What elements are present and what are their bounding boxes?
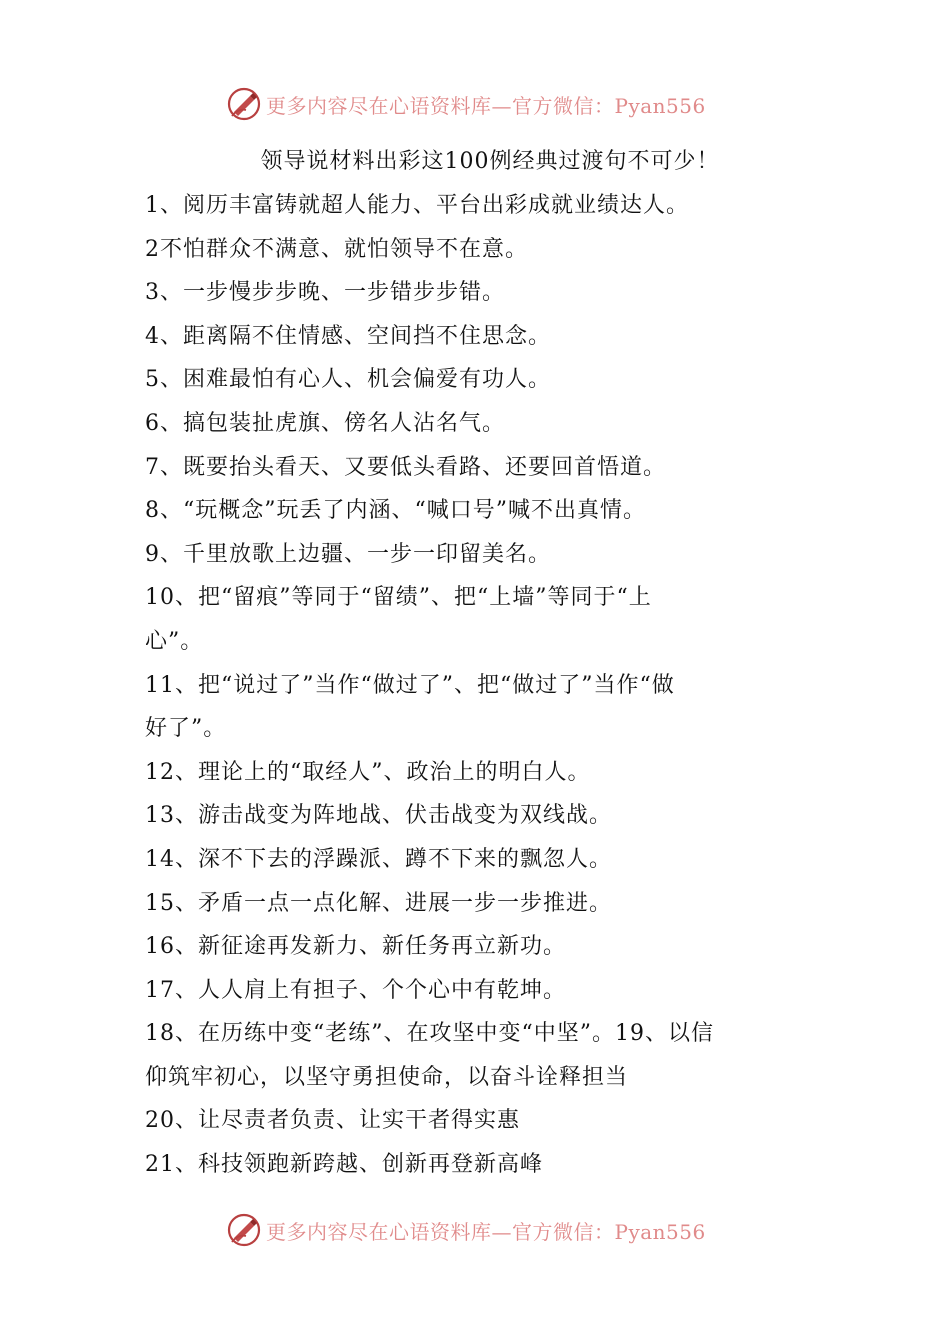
text-line: 10、把“留痕”等同于“留绩”、把“上墙”等同于“上 bbox=[145, 585, 652, 611]
text-line: 8、“玩概念”玩丢了内涵、“喊口号”喊不出真情。 bbox=[145, 498, 646, 524]
text-line: 3、一步慢步步晚、一步错步步错。 bbox=[145, 280, 505, 306]
footer-banner-text: 更多内容尽在心语资料库—官方微信：Pyan556 bbox=[266, 1219, 706, 1244]
text-line: 20、让尽责者负责、让实干者得实惠 bbox=[145, 1108, 520, 1134]
text-line: 12、理论上的“取经人”、政治上的明白人。 bbox=[145, 759, 591, 785]
text-line: 14、深不下去的浮躁派、蹲不下来的飘忽人。 bbox=[145, 846, 612, 872]
text-line: 1、阅历丰富铸就超人能力、平台出彩成就业绩达人。 bbox=[145, 193, 689, 218]
text-line: 2不怕群众不满意、就怕领导不在意。 bbox=[145, 236, 528, 262]
text-line: 4、距离隔不住情感、空间挡不住思念。 bbox=[145, 323, 551, 349]
text-line: 好了”。 bbox=[145, 716, 227, 742]
header-banner bbox=[226, 84, 746, 124]
text-line: 17、人人肩上有担子、个个心中有乾坤。 bbox=[145, 977, 566, 1003]
text-line: 16、新征途再发新力、新任务再立新功。 bbox=[145, 934, 566, 960]
pen-seal-logo-icon bbox=[226, 86, 262, 122]
document-title: 领导说材料出彩这100例经典过渡句不可少！ bbox=[260, 149, 720, 174]
pen-seal-logo-icon bbox=[226, 1212, 262, 1248]
text-line: 11、把“说过了”当作“做过了”、把“做过了”当作“做 bbox=[145, 672, 675, 698]
text-line: 6、搞包装扯虎旗、傍名人沾名气。 bbox=[145, 410, 505, 436]
document-body bbox=[145, 184, 813, 1187]
text-line: 15、矛盾一点一点化解、进展一步一步推进。 bbox=[145, 890, 612, 916]
text-line: 7、既要抬头看天、又要低头看路、还要回首悟道。 bbox=[145, 454, 666, 480]
text-line: 仰筑牢初心，以坚守勇担使命，以奋斗诠释担当 bbox=[145, 1064, 629, 1090]
text-line: 心”。 bbox=[145, 628, 204, 654]
header-banner-text: 更多内容尽在心语资料库—官方微信：Pyan556 bbox=[266, 93, 706, 118]
text-line: 5、困难最怕有心人、机会偏爱有功人。 bbox=[145, 367, 551, 393]
footer-banner bbox=[226, 1210, 746, 1250]
text-line: 9、千里放歌上边疆、一步一印留美名。 bbox=[145, 541, 551, 567]
text-line: 21、科技领跑新跨越、创新再登新高峰 bbox=[145, 1152, 543, 1178]
text-line: 13、游击战变为阵地战、伏击战变为双线战。 bbox=[145, 803, 612, 829]
text-line: 18、在历练中变“老练”、在攻坚中变“中坚”。19、以信 bbox=[145, 1021, 714, 1047]
